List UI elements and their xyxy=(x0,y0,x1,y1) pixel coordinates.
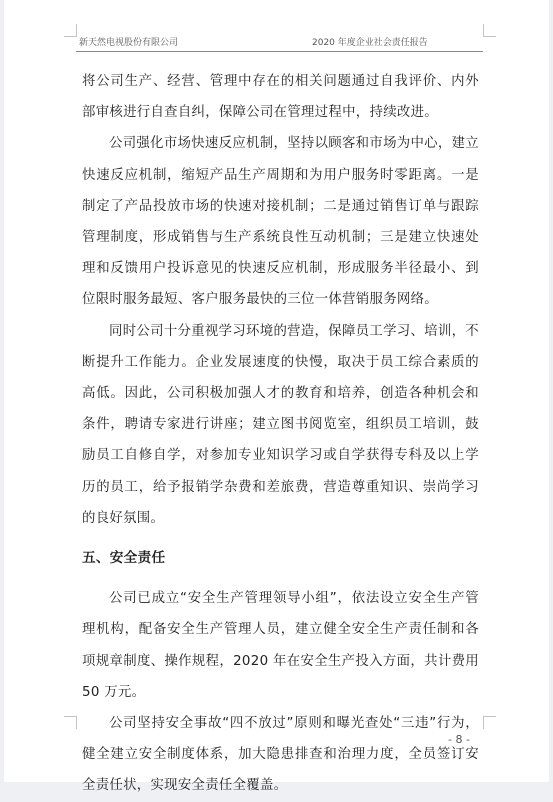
page-number: - 8 - xyxy=(448,733,470,746)
crop-mark-top-right xyxy=(483,24,496,37)
crop-mark-bottom-left xyxy=(64,716,77,729)
page-content xyxy=(82,66,479,802)
paragraph-3: 同时公司十分重视学习环境的营造，保障员工学习、培训，不断提升工作能力。企业发展速度的快慢，取决于员工综合素质的高低。因此，公司积极加强人才的教育和培养，创造各种机会和条件，聘请专家进行讲座；建立图书阅览室，组织员工培训，鼓励员工自修自学，对参加专业知识学习或自学获得专科及以上学历的员工，给予报销学杂费和差旅费，营造尊重知识、崇尚学习的良好氛围。 xyxy=(82,323,479,526)
paragraph-4: 公司已成立“安全生产管理领导小组”，依法设立安全生产管理机构，配备安全生产管理人员，建立健全安全生产责任制和各项规章制度、操作规程，2020 年在安全生产投入方面，共计费用 50 万元。 xyxy=(82,591,479,700)
page-header xyxy=(76,37,483,52)
crop-mark-top-left xyxy=(64,24,77,37)
header-report-title: 2020 年度企业社会责任报告 xyxy=(312,38,428,48)
document-page xyxy=(4,0,549,794)
paragraph-2: 公司强化市场快速反应机制，坚持以顾客和市场为中心，建立快速反应机制，缩短产品生产周期和为用户服务时零距离。一是制定了产品投放市场的快速对接机制；二是通过销售订单与跟踪管理制度，形成销售与生产系统良性互动机制；三是建立快速处理和反馈用户投诉意见的快速反应机制，形成服务半径最小、到位限时服务最短、客户服务最快的三位一体营销服务网络。 xyxy=(82,136,479,308)
header-company: 新天然电视股份有限公司 xyxy=(79,38,179,48)
paragraph-1: 将公司生产、经营、管理中存在的相关问题通过自我评价、内外部审核进行自查自纠，保障公司在管理过程中，持续改进。 xyxy=(82,74,479,121)
crop-mark-bottom-right xyxy=(483,716,496,729)
section-heading: 五、安全责任 xyxy=(82,550,166,567)
paragraph-5: 公司坚持安全事故“四不放过”原则和曝光查处“三违”行为，健全建立安全制度体系，加大隐患排查和治理力度，全员签订安全责任状，实现安全责任全覆盖。 xyxy=(82,716,479,794)
